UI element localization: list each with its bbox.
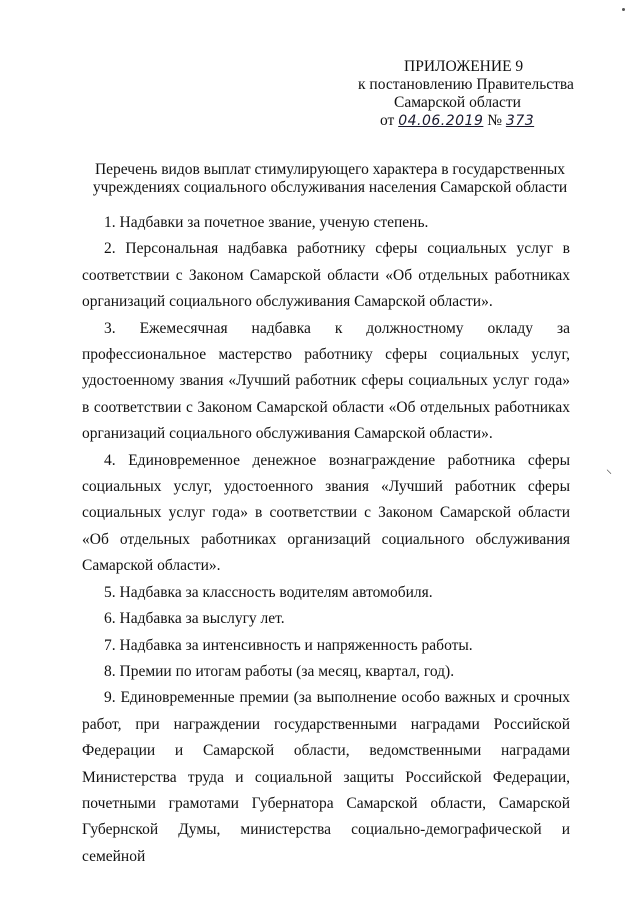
list-item: 9. Единовременные премии (за выполнение особо важных и срочных работ, при награждении государственными наградами Российской Федерации и Самарской области, ведомственными наградами Министерства труда и социальной защиты Российской Федерации, почетными грамотами Губернатора Самарской области, Самарской Губернской Думы, министерства социально-демографической и семейной [82,689,570,865]
list-item: 4. Единовременное денежное вознаграждение работника сферы социальных услуг, удостоенного звания «Лучший работник сферы социальных услуг года» в соответствии с Законом Самарской области «Об отдельных работниках организаций социального обслуживания Самарской области». [82,451,570,575]
document-title [90,161,570,197]
list-item: 3. Ежемесячная надбавка к должностному окладу за профессиональное мастерство работнику сферы социальных услуг, удостоенному звания «Лучший работник сферы социальных услуг года» в соответствии с Законом Самарской области «Об отдельных работниках организаций социального обслуживания Самарской области». [82,319,570,443]
list-item: 2. Персональная надбавка работнику сферы социальных услуг в соответствии с Законом Самарской области «Об отдельных работниках организаций социального обслуживания Самарской области». [82,240,570,311]
decree-reference: к постановлению Правительства [358,76,574,93]
number-prefix: № [487,112,503,129]
margin-mark: ⸜ [606,462,613,476]
handwritten-number: 373 [505,113,535,129]
title-line-2: учреждениях социального обслуживания населения Самарской области [92,179,568,196]
handwritten-date: 04.06.2019 [398,113,484,129]
list-item: 7. Надбавка за интенсивность и напряженность работы. [104,636,473,654]
payment-types-list [82,210,570,870]
decree-date-line [352,112,582,130]
list-item: 8. Премии по итогам работы (за месяц, квартал, год). [104,662,455,680]
title-line-1: Перечень видов выплат стимулирующего характера в государственных [94,161,566,178]
region-name: Самарской области [394,94,521,111]
appendix-header [352,58,582,130]
list-item: 1. Надбавки за почетное звание, ученую степень. [104,214,429,231]
scan-speck [622,8,625,11]
list-item: 5. Надбавка за классность водителям автомобиля. [104,583,433,601]
appendix-label: ПРИЛОЖЕНИЕ 9 [404,58,524,75]
list-item: 6. Надбавка за выслугу лет. [104,610,285,628]
date-prefix: от [380,112,395,129]
